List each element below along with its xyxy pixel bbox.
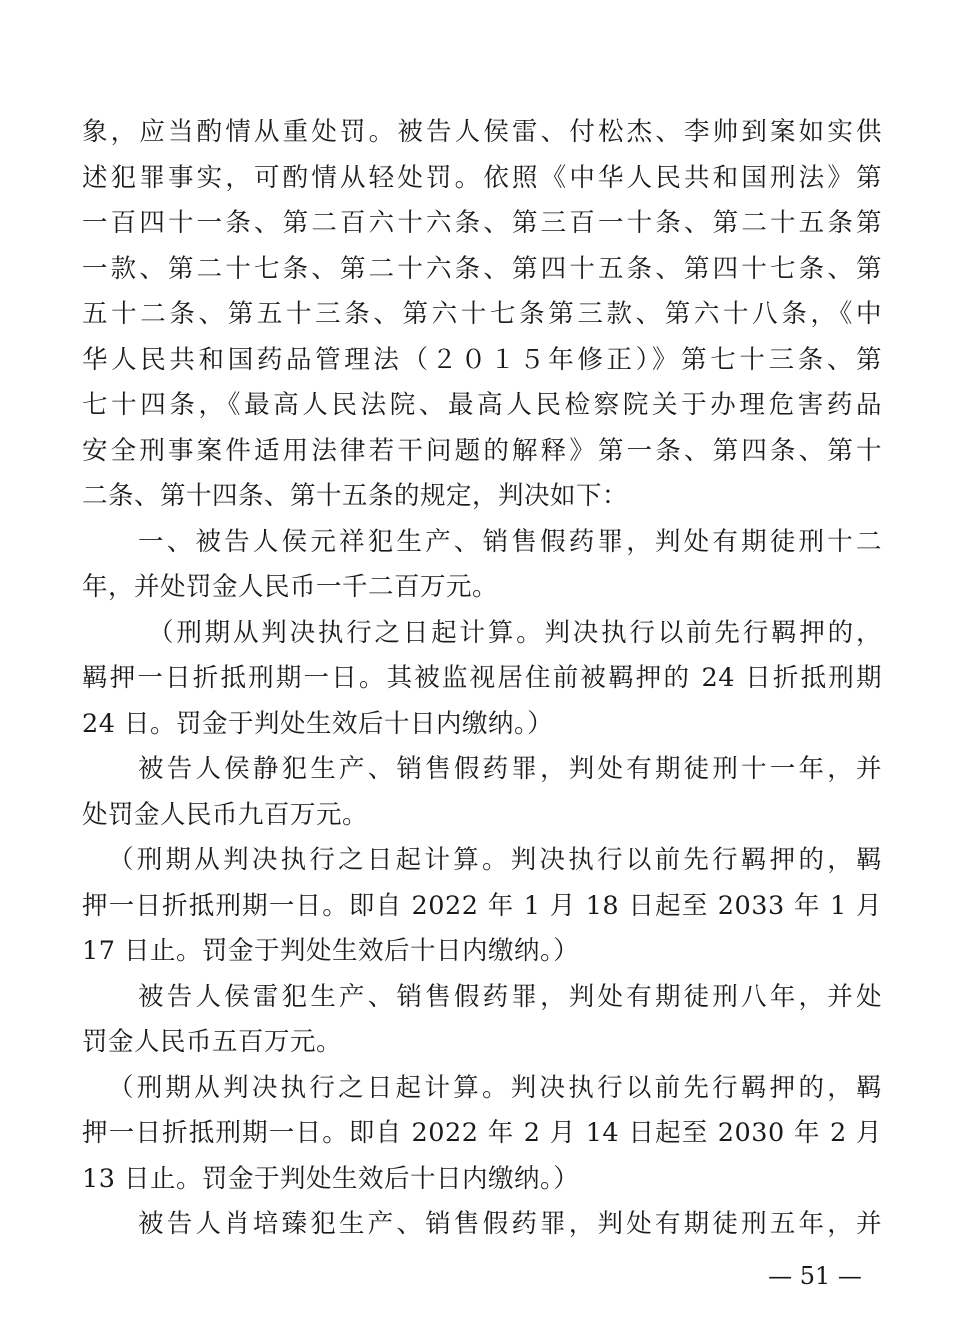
text-line: 一百四十一条、第二百六十六条、第三百一十条、第二十五条第	[82, 208, 882, 238]
text-line: 一款、第二十七条、第二十六条、第四十五条、第四十七条、第	[82, 253, 882, 284]
text-line: （刑期从判决执行之日起计算。判决执行以前先行羁押的，羁	[108, 845, 882, 875]
text-line: 13 日止。罚金于判处生效后十日内缴纳。）	[82, 1163, 580, 1194]
text-line: （刑期从判决执行之日起计算。判决执行以前先行羁押的，羁	[108, 1072, 882, 1103]
text-line: （刑期从判决执行之日起计算。判决执行以前先行羁押的，	[148, 617, 882, 648]
text-line: 17 日止。罚金于判处生效后十日内缴纳。）	[82, 936, 580, 966]
text-line: 七十四条，《最高人民法院、最高人民检察院关于办理危害药品	[82, 390, 882, 420]
text-line: 羁押一日折抵刑期一日。其被监视居住前被羁押的 24 日折抵刑期	[82, 663, 882, 693]
text-line: 象，应当酌情从重处罚。被告人侯雷、付松杰、李帅到案如实供	[82, 117, 882, 147]
text-line: 被告人肖培臻犯生产、销售假药罪，判处有期徒刑五年，并	[138, 1209, 882, 1239]
text-line: 24 日。罚金于判处生效后十日内缴纳。）	[82, 708, 554, 739]
text-line: 二条、第十四条、第十五条的规定，判决如下：	[82, 481, 629, 511]
text-line: 年，并处罚金人民币一千二百万元。	[82, 572, 499, 602]
text-line: 华人民共和国药品管理法（２０１５年修正）》第七十三条、第	[82, 344, 882, 375]
text-line: 押一日折抵刑期一日。即自 2022 年 1 月 18 日起至 2033 年 1 月	[82, 890, 882, 921]
text-line: 处罚金人民币九百万元。	[82, 799, 369, 830]
text-line: 五十二条、第五十三条、第六十七条第三款、第六十八条，《中	[82, 299, 882, 329]
text-line: 罚金人民币五百万元。	[82, 1027, 343, 1057]
text-line: 被告人侯雷犯生产、销售假药罪，判处有期徒刑八年，并处	[138, 981, 882, 1012]
page-number: — 51 —	[768, 1262, 862, 1290]
text-line: 安全刑事案件适用法律若干问题的解释》第一条、第四条、第十	[82, 435, 882, 466]
text-line: 押一日折抵刑期一日。即自 2022 年 2 月 14 日起至 2030 年 2 月	[82, 1118, 882, 1148]
text-line: 被告人侯静犯生产、销售假药罪，判处有期徒刑十一年，并	[138, 754, 882, 784]
document-body	[82, 110, 882, 1248]
text-line: 述犯罪事实，可酌情从轻处罚。依照《中华人民共和国刑法》第	[82, 162, 882, 193]
text-line: 一、被告人侯元祥犯生产、销售假药罪，判处有期徒刑十二	[138, 526, 882, 557]
